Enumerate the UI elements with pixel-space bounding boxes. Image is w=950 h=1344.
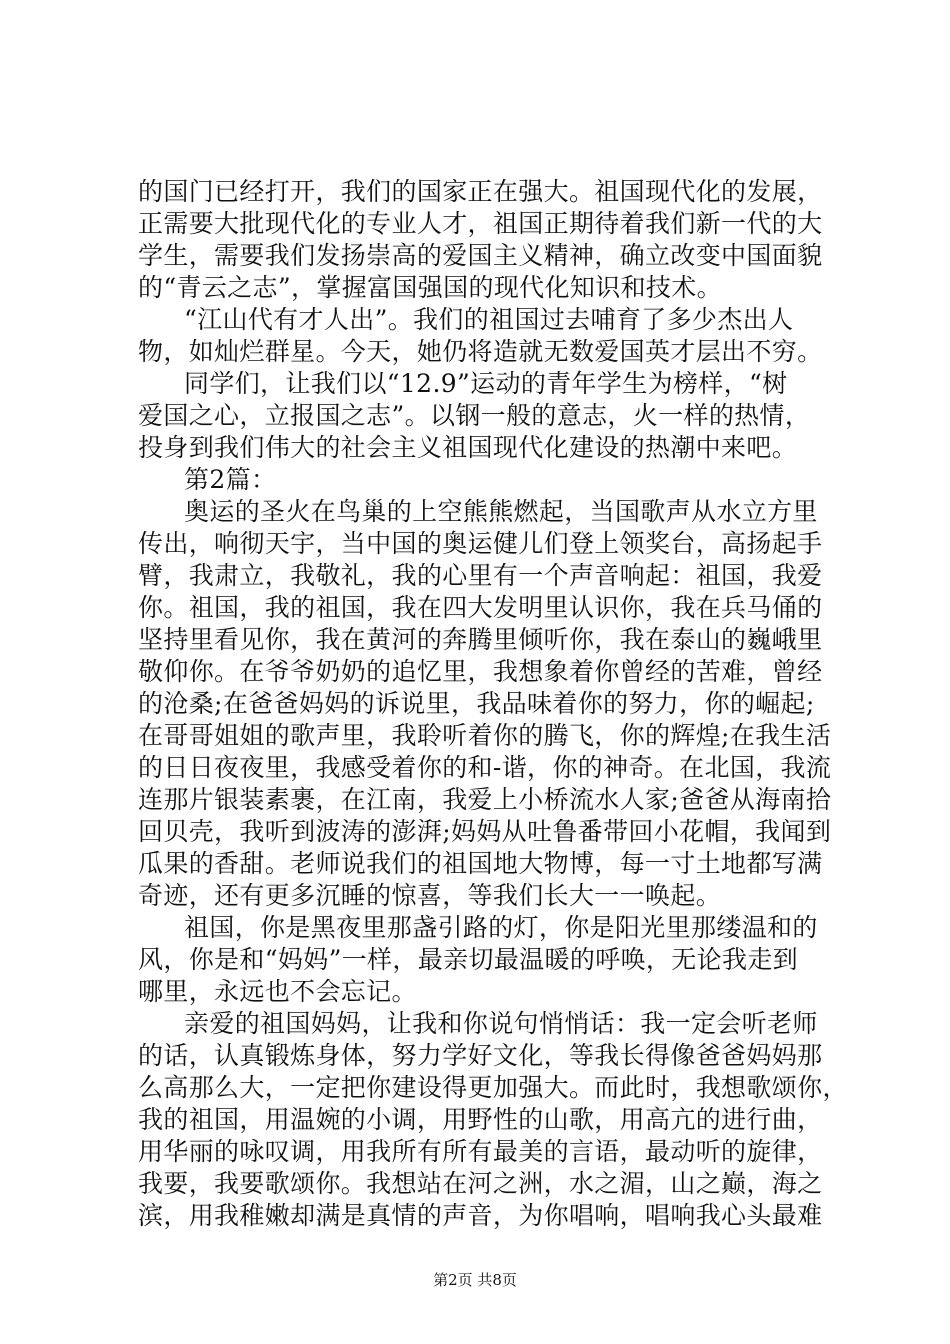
text-line: 亲爱的祖国妈妈，让我和你说句悄悄话：我一定会听老师 [184, 1009, 818, 1038]
text-line: 奥运的圣火在鸟巢的上空熊熊燃起，当国歌声从水立方里 [184, 497, 818, 526]
paragraph [138, 1008, 848, 1232]
text-line: 风，你是和“妈妈”一样，最亲切最温暖的呼唤，无论我走到 [138, 945, 799, 974]
text-line: 我要，我要歌颂你。我想站在河之洲，水之湄，山之巅，海之 [138, 1169, 823, 1198]
text-line: 爱国之心，立报国之志”。以钢一般的意志，火一样的热情， [138, 401, 811, 430]
text-line: 连那片银装素裹，在江南，我爱上小桥流水人家;爸爸从海南拾 [138, 785, 832, 814]
text-line: 祖国，你是黑夜里那盏引路的灯，你是阳光里那缕温和的 [184, 913, 818, 942]
paragraph [138, 912, 830, 1008]
text-line: “江山代有才人出”。我们的祖国过去哺育了多少杰出人 [184, 305, 794, 334]
text-line: 瓜果的香甜。老师说我们的祖国地大物博，每一寸土地都写满 [138, 849, 823, 878]
text-line: 用华丽的咏叹调，用我所有所有最美的言语，最动听的旋律， [138, 1137, 823, 1166]
text-line: 坚持里看见你，我在黄河的奔腾里倾听你，我在泰山的巍峨里 [138, 625, 823, 654]
paragraph [138, 496, 830, 912]
page-footer: 第2页 共8页 [433, 1271, 517, 1289]
text-line: 么高那么大，一定把你建设得更加强大。而此时，我想歌颂你， [138, 1073, 848, 1102]
text-line: 的日日夜夜里，我感受着你的和-谐，你的神奇。在北国，我流 [138, 753, 832, 782]
text-line: 在哥哥姐姐的歌声里，我聆听着你的腾飞，你的辉煌;在我生活 [138, 721, 832, 750]
text-line: 第2篇： [184, 465, 277, 494]
paragraph [138, 176, 830, 304]
paragraph [138, 304, 830, 368]
text-line: 物，如灿烂群星。今天，她仍将造就无数爱国英才层出不穷。 [138, 337, 823, 366]
text-line: 传出，响彻天宇，当中国的奥运健儿们登上领奖台，高扬起手 [138, 529, 823, 558]
text-line: 奇迹，还有更多沉睡的惊喜，等我们长大一一唤起。 [138, 881, 722, 910]
text-line: 学生，需要我们发扬崇高的爱国主义精神，确立改变中国面貌 [138, 241, 823, 270]
text-line: 的国门已经打开，我们的国家正在强大。祖国现代化的发展， [138, 177, 823, 206]
text-line: 我的祖国，用温婉的小调，用野性的山歌，用高亢的进行曲， [138, 1105, 823, 1134]
text-line: 同学们，让我们以“12.9”运动的青年学生为榜样，“树 [184, 369, 788, 398]
text-line: 回贝壳，我听到波涛的澎湃;妈妈从吐鲁番带回小花帽，我闻到 [138, 817, 832, 846]
text-line: 的“青云之志”，掌握富国强国的现代化知识和技术。 [138, 273, 722, 302]
text-line: 你。祖国，我的祖国，我在四大发明里认识你，我在兵马俑的 [138, 593, 823, 622]
text-line: 敬仰你。在爷爷奶奶的追忆里，我想象着你曾经的苦难，曾经 [138, 657, 823, 686]
text-line: 滨，用我稚嫩却满是真情的声音，为你唱响，唱响我心头最难 [138, 1201, 823, 1230]
text-line: 臂，我肃立，我敬礼，我的心里有一个声音响起：祖国，我爱 [138, 561, 823, 590]
text-line: 投身到我们伟大的社会主义祖国现代化建设的热潮中来吧。 [138, 433, 798, 462]
text-line: 哪里，永远也不会忘记。 [138, 977, 417, 1006]
paragraph [138, 464, 830, 496]
text-line: 正需要大批现代化的专业人才，祖国正期待着我们新一代的大 [138, 209, 823, 238]
text-line: 的沧桑;在爸爸妈妈的诉说里，我品味着你的努力，你的崛起; [138, 689, 815, 718]
document-body [138, 176, 848, 1232]
text-line: 的话，认真锻炼身体，努力学好文化，等我长得像爸爸妈妈那 [138, 1041, 823, 1070]
paragraph [138, 368, 830, 464]
